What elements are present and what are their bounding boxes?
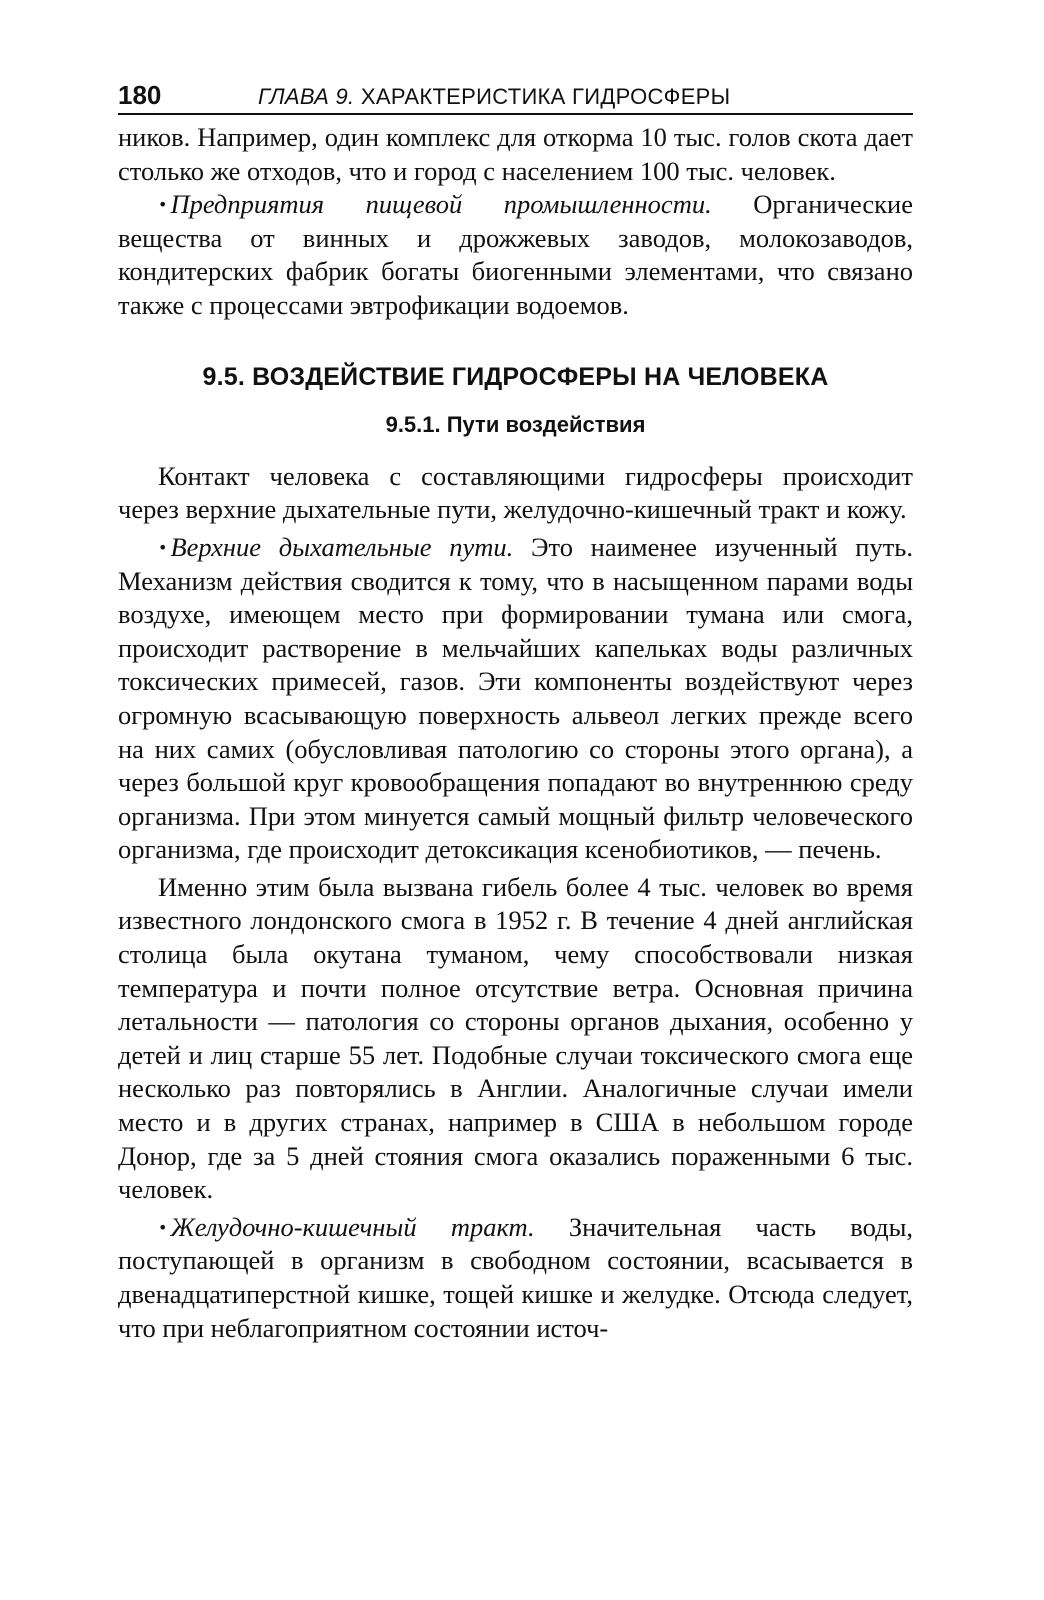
subsection-heading: 9.5.1. Пути воздействия [385, 412, 646, 438]
bullet-icon: • [158, 195, 168, 215]
gi-tract-paragraph [118, 1211, 913, 1345]
paragraph-text: Значительная часть воды, поступающей в организм в свободном состоянии, всасывается в двенадцатиперстной кишке, тощей кишке и желудке. Отсюда следует, что при неблагоприятном состоянии источ- [118, 1211, 913, 1343]
chapter-name: ХАРАКТЕРИСТИКА ГИДРОСФЕРЫ [360, 84, 731, 109]
chapter-prefix: ГЛАВА 9. [258, 84, 355, 109]
paragraph-lead: Предприятия пищевой промышленности. [170, 189, 712, 220]
london-smog-paragraph: Именно этим была вызвана гибель более 4 тыс. человек во время известного лондонского смога в 1952 г. В течение 4 дней английская столица была окутана туманом, чему способствовали низкая температура и почти полное отсутствие ветра. Основная причина летальности — патология со стороны органов дыхания, особенно у детей и лиц старше 55 лет. Подобные случаи токсического смога еще несколько раз повторялись в Англии. Аналогичные случаи имели место и в других странах, например в США в небольшом городе Донор, где за 5 дней стояния смога оказались пораженными 6 тыс. человек. [118, 871, 913, 1205]
bullet-icon: • [158, 1217, 168, 1237]
paragraph-text: Органические вещества от винных и дрожжевых заводов, молокозаводов, кондитерских фабрик богаты биогенными элементами, что связано также с процессами эвтрофикации водоемов. [118, 189, 913, 320]
section-heading: 9.5. ВОЗДЕЙСТВИЕ ГИДРОСФЕРЫ НА ЧЕЛОВЕКА [202, 362, 829, 391]
respiratory-paragraph [118, 531, 913, 867]
paragraph-text: Это наименее изученный путь. Механизм действия сводится к тому, что в насыщенном парами воды воздухе, имеющем место при формировании тумана или смога, происходит растворение в мельчайших капельках воды различных токсических примесей, газов. Эти компоненты воздействуют через огромную всасывающую поверхность альвеол легких прежде всего на них самих (обусловливая патологию со стороны этого органа), а через большой круг кровообращения попадают во внутреннюю среду организма. При этом минуется самый мощный фильтр человеческого организма, где происходит детоксикация ксенобиотиков, — печень. [118, 531, 913, 865]
paragraph-lead: Верхние дыхательные пути. [170, 531, 514, 562]
page-body [118, 121, 913, 1345]
chapter-title [258, 84, 730, 110]
paragraph-lead: Желудочно-кишечный тракт. [170, 1211, 535, 1242]
page-number: 180 [118, 80, 162, 110]
book-page [118, 80, 913, 1345]
continuation-paragraph: ников. Например, один комплекс для откорма 10 тыс. голов скота дает столько же отходов, что и город с населением 100 тыс. человек. [118, 122, 913, 186]
bullet-icon: • [158, 537, 168, 557]
food-industry-paragraph [118, 188, 913, 322]
running-header [118, 80, 913, 115]
intro-paragraph: Контакт человека с составляющими гидросферы происходит через верхние дыхательные пути, желудочно-кишечный тракт и кожу. [118, 460, 913, 525]
